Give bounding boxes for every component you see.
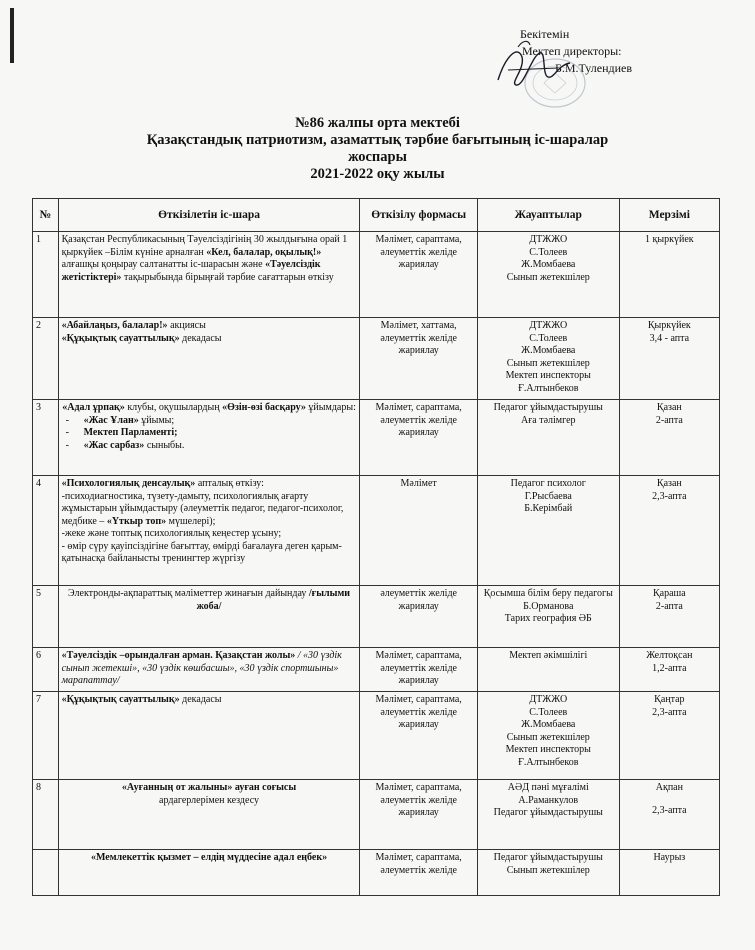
- date-line: 2,3-апта: [652, 490, 687, 502]
- event-text: -жеке және топтық психологиялық кеңестер ұсыну;: [61, 528, 282, 539]
- responsible-line: С.Толеев: [529, 706, 568, 718]
- date-line: Қазан: [656, 402, 682, 413]
- responsible-line: Қосымша білім беру педагогы: [483, 588, 613, 599]
- responsible-line: АӘД пәні мұғалімі: [507, 782, 589, 793]
- table-row: [33, 648, 720, 692]
- event-text: ардагерлерімен кездесу: [159, 794, 260, 806]
- title-line-3: жоспары: [348, 149, 407, 165]
- event-title-bold: «Тәуелсіздік жетістіктері»: [61, 259, 321, 283]
- date-line: Қазан: [656, 478, 682, 489]
- date-line: 2-апта: [655, 414, 683, 426]
- responsible-line: Ж.Момбаева: [521, 345, 576, 356]
- event-title-bold: «Кел, балалар, оқылық!»: [206, 246, 322, 258]
- responsible-line: Ғ.Алтынбеков: [518, 756, 579, 768]
- list-item: [84, 415, 357, 428]
- responsible-cell: [477, 850, 619, 896]
- responsible-line: Аға тәлімгер: [520, 414, 576, 426]
- responsible-line: А.Раманкулов: [518, 794, 579, 806]
- date-line: 1 қыркүйек: [645, 234, 694, 245]
- form-cell: Мәлімет, сараптама, әлеуметтік желіде жариялау: [360, 232, 477, 318]
- event-title-bold: «Адал ұрпақ»: [62, 402, 125, 413]
- date-cell: [619, 400, 719, 476]
- list-item-text: сыныбы.: [144, 439, 185, 451]
- list-item-text: ұйымы;: [138, 414, 175, 426]
- list-item: [84, 427, 357, 440]
- responsible-cell: [477, 780, 619, 850]
- event-cell: [58, 692, 360, 780]
- approval-line-3: Б.М.Тулендиев: [555, 61, 633, 75]
- list-item-bold: «Жас Ұлан»: [83, 414, 139, 426]
- responsible-line: ДТЖЖО: [529, 234, 568, 245]
- date-line: 3,4 - апта: [649, 332, 690, 344]
- date-cell: [619, 232, 719, 318]
- responsible-line: Тарих география ӘБ: [504, 613, 592, 624]
- responsible-line: Г.Рысбаева: [524, 490, 572, 502]
- date-line: Қараша: [653, 588, 686, 599]
- event-title-bold: «Мемлекеттік қызмет – елдің мүддесіне адал еңбек»: [90, 852, 328, 863]
- header-date: Мерзімі: [619, 199, 719, 232]
- event-cell: [58, 476, 360, 586]
- page-edge-mark: [10, 8, 14, 63]
- responsible-cell: [477, 232, 619, 318]
- date-cell: [619, 476, 719, 586]
- table-row: [33, 850, 720, 896]
- responsible-line: Ж.Момбаева: [521, 719, 576, 730]
- approval-line-2: Мектеп директоры:: [522, 44, 622, 58]
- event-title-bold: «Үткыр топ»: [106, 515, 167, 527]
- title-line-2: Қазақстандық патриотизм, азаматтық тәрбие бағытының іс-шаралар: [146, 132, 609, 148]
- responsible-line: Педагог ұйымдастырушы: [493, 807, 603, 818]
- event-text: -психодиагностика, түзету-дамыту, психологиялық ағарту жұмыстарын ұйымдастыру (әлеуметтік педагог, педагог-психолог, медбике –: [61, 490, 344, 527]
- table-row: [33, 476, 720, 586]
- event-cell: [58, 318, 360, 400]
- date-line: Желтоқсан: [646, 650, 693, 661]
- responsible-line: Б.Орманова: [523, 600, 574, 612]
- event-title-bold: /ғылыми жоба/: [196, 588, 351, 612]
- form-cell: Мәлімет, сараптама, әлеуметтік желіде жариялау: [360, 648, 477, 692]
- event-text: ұйымдары:: [305, 402, 356, 413]
- event-title-bold: «Өзін-өзі басқару»: [222, 402, 306, 413]
- table-row: [33, 692, 720, 780]
- event-cell: [58, 780, 360, 850]
- responsible-line: Мектеп инспекторы: [505, 370, 591, 381]
- title-line-1: №86 жалпы орта мектебі: [295, 115, 460, 131]
- event-text: мүшелері);: [166, 515, 216, 527]
- event-text: клубы, оқушылардың: [124, 402, 223, 413]
- form-cell: Мәлімет, хаттама, әлеуметтік желіде жариялау: [360, 318, 477, 400]
- list-item: [84, 440, 357, 453]
- responsible-line: Ж.Момбаева: [521, 259, 576, 270]
- date-line: 1,2-апта: [652, 662, 687, 674]
- responsible-cell: [477, 318, 619, 400]
- event-text: Электронды-ақпараттық мәліметтер жинағын дайындау: [68, 588, 309, 599]
- row-number: 7: [33, 692, 59, 780]
- row-number: 2: [33, 318, 59, 400]
- responsible-line: Ғ.Алтынбеков: [518, 382, 579, 394]
- header-event: Өткізілетін іс-шара: [58, 199, 360, 232]
- responsible-cell: [477, 648, 619, 692]
- list-item-bold: «Жас сарбаз»: [83, 439, 145, 451]
- responsible-line: Педагог ұйымдастырушы: [493, 402, 603, 413]
- form-cell: Мәлімет, сараптама, әлеуметтік желіде жариялау: [360, 780, 477, 850]
- date-cell: [619, 648, 719, 692]
- event-cell: [58, 232, 360, 318]
- row-number: 6: [33, 648, 59, 692]
- responsible-line: Сынып жетекшілер: [506, 731, 590, 743]
- event-text: тақырыбында бірыңғай тәрбие сағаттарын өткізу: [121, 271, 334, 283]
- table-row: [33, 232, 720, 318]
- row-number: [33, 850, 59, 896]
- responsible-cell: [477, 400, 619, 476]
- event-title-bold: «Психологиялық денсаулық»: [61, 478, 196, 489]
- title-line-4: 2021-2022 оқу жылы: [310, 166, 445, 182]
- form-cell: Мәлімет, сараптама, әлеуметтік желіде: [360, 850, 477, 896]
- table-row: [33, 586, 720, 648]
- row-number: 4: [33, 476, 59, 586]
- event-text: Қазақстан Республикасының Тәуелсіздігінің 30 жылдығына орай 1 қыркүйек –Білім күніне арналған: [61, 234, 348, 258]
- row-number: 1: [33, 232, 59, 318]
- responsible-line: ДТЖЖО: [529, 320, 568, 331]
- event-cell: [58, 850, 360, 896]
- row-number: 3: [33, 400, 59, 476]
- date-line: 2,3-апта: [652, 706, 687, 718]
- date-line: Қаңтар: [654, 694, 685, 705]
- responsible-cell: [477, 476, 619, 586]
- event-cell: [58, 586, 360, 648]
- approval-line-1: Бекітемін: [520, 27, 570, 41]
- event-text: апталық өткізу:: [195, 478, 264, 489]
- date-line: Қыркүйек: [647, 320, 691, 331]
- event-title-bold: «Абайлаңыз, балалар!»: [61, 320, 168, 331]
- responsible-line: ДТЖЖО: [529, 694, 568, 705]
- header-number: №: [33, 199, 59, 232]
- row-number: 5: [33, 586, 59, 648]
- date-cell: [619, 586, 719, 648]
- responsible-cell: [477, 692, 619, 780]
- responsible-line: Мектеп әкімшілігі: [509, 650, 588, 661]
- responsible-cell: [477, 586, 619, 648]
- event-cell: [58, 648, 360, 692]
- event-title-bold: «Құқықтық сауаттылық»: [61, 694, 180, 705]
- header-responsible: Жауаптылар: [477, 199, 619, 232]
- event-cell: [58, 400, 360, 476]
- table-row: [33, 318, 720, 400]
- responsible-line: С.Толеев: [529, 246, 568, 258]
- responsible-line: Б.Керімбай: [524, 503, 573, 514]
- form-cell: Мәлімет, сараптама, әлеуметтік желіде жариялау: [360, 400, 477, 476]
- date-line: Наурыз: [653, 852, 686, 863]
- date-line: 2-апта: [655, 600, 683, 612]
- date-cell: [619, 850, 719, 896]
- table-row: [33, 780, 720, 850]
- responsible-line: Мектеп инспекторы: [505, 744, 591, 755]
- header-form: Өткізілу формасы: [360, 199, 477, 232]
- date-line: Ақпан: [655, 782, 683, 793]
- row-number: 8: [33, 780, 59, 850]
- event-text: алғашқы қоңырау салтанатты іс-шарасын және: [61, 259, 266, 270]
- date-cell: [619, 780, 719, 850]
- responsible-line: С.Толеев: [529, 332, 568, 344]
- date-cell: [619, 318, 719, 400]
- event-text-italic: / «30 үздік сынып жетекші», «30 үздік көшбасшы», «30 үздік спортшыны» марапаттау/: [61, 650, 342, 686]
- event-text: акциясы: [167, 320, 206, 331]
- event-list: [62, 415, 357, 453]
- form-cell: әлеуметтік желіде жариялау: [360, 586, 477, 648]
- responsible-line: Сынып жетекшілер: [506, 864, 590, 876]
- event-title-bold: «Тәуелсіздік –орындалған арман. Қазақстан жолы»: [61, 650, 296, 661]
- responsible-line: Педагог ұйымдастырушы: [493, 852, 603, 863]
- event-title-bold: «Ауғанның от жалыны» ауған соғысы: [121, 782, 297, 793]
- responsible-line: Сынып жетекшілер: [506, 271, 590, 283]
- event-text: декадасы: [179, 332, 222, 344]
- responsible-line: Педагог психолог: [510, 478, 586, 489]
- table-row: [33, 400, 720, 476]
- table-header-row: [33, 199, 720, 232]
- event-text: - өмір сүру қауіпсіздігіне бағыттау, өмірді бағалауға деген қарым-қатынасқа байланысты тренингтер жүргізу: [61, 540, 342, 564]
- list-item-bold: Мектеп Парламенті;: [83, 427, 178, 438]
- date-cell: [619, 692, 719, 780]
- plan-table: [32, 198, 720, 896]
- responsible-line: Сынып жетекшілер: [506, 357, 590, 369]
- event-title-bold: «Құқықтық сауаттылық»: [61, 332, 180, 344]
- form-cell: Мәлімет: [360, 476, 477, 586]
- form-cell: Мәлімет, сараптама, әлеуметтік желіде жариялау: [360, 692, 477, 780]
- date-line: 2,3-апта: [652, 804, 687, 816]
- document-title: [0, 115, 755, 183]
- event-text: декадасы: [179, 694, 222, 705]
- signature: [488, 35, 578, 95]
